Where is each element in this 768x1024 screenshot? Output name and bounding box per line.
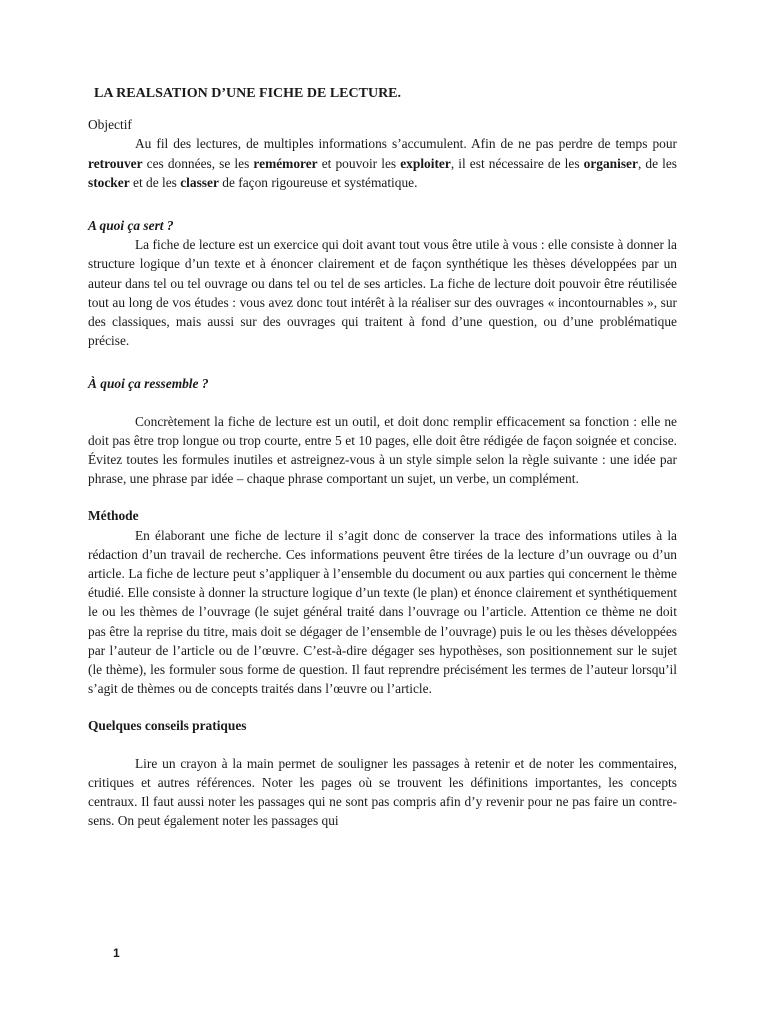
keyword-bold: stocker — [88, 174, 130, 190]
objectif-label: Objectif — [88, 117, 132, 133]
section-heading-a-quoi-ca-ressemble: À quoi ça ressemble ? — [88, 376, 209, 392]
text-run: ces données, se les — [142, 155, 254, 171]
section-heading-methode: Méthode — [88, 508, 139, 524]
document-title: LA REALSATION D’UNE FICHE DE LECTURE. — [94, 86, 402, 101]
text-run: de façon rigoureuse et systématique. — [218, 174, 418, 190]
text-run: et pouvoir les — [317, 155, 401, 171]
document-body — [88, 84, 677, 831]
section-heading-conseils-pratiques: Quelques conseils pratiques — [88, 718, 247, 734]
keyword-bold: exploiter — [400, 155, 451, 171]
section-paragraph-conseils-pratiques: Lire un crayon à la main permet de souligner les passages à retenir et de noter les commentaires, critiques et autres références. Noter les pages où se trouvent les définitions importantes, les concepts centraux. Il faut aussi noter les passages qui ne sont pas compris afin d’y revenir pour ne pas faire un contre-sens. On peut également noter les passages qui — [88, 755, 677, 829]
section-paragraph-a-quoi-ca-ressemble: Concrètement la fiche de lecture est un outil, et doit donc remplir efficacement sa fonction : elle ne doit pas être trop longue ou trop courte, entre 5 et 10 pages, elle doit être rédigée de façon soignée et concise. Évitez toutes les formules inutiles et astreignez-vous à un style simple selon la règle suivante : une idée par phrase, une phrase par idée – chaque phrase comportant un sujet, un verbe, un complément. — [88, 413, 677, 487]
text-run: , de les — [637, 155, 678, 171]
text-run: Au fil des lectures, de multiples informations s’accumulent. Afin de ne pas perdre de temps pour — [135, 136, 677, 152]
section-heading-a-quoi-ca-sert: A quoi ça sert ? — [88, 218, 174, 234]
objectif-paragraph — [88, 134, 677, 192]
text-run: et de les — [129, 174, 181, 190]
page-number: 1 — [113, 946, 120, 960]
keyword-bold: remémorer — [253, 155, 318, 171]
keyword-bold: classer — [180, 174, 219, 190]
section-paragraph-a-quoi-ca-sert: La fiche de lecture est un exercice qui doit avant tout vous être utile à vous : elle consiste à donner la structure logique d’un texte et à énoncer clairement et de façon synthétique les thèses développées par un auteur dans tel ou tel ouvrage ou dans tel ou tel de ses articles. La fiche de lecture doit pouvoir être réutilisée tout au long de vos études : vous avez donc tout intérêt à la réaliser sur des ouvrages « incontournables », sur des classiques, mais aussi sur des ouvrages qui traitent à fond d’une question, ou d’une problématique précise. — [88, 237, 677, 349]
keyword-bold: retrouver — [88, 155, 143, 171]
keyword-bold: organiser — [583, 155, 638, 171]
section-paragraph-methode: En élaborant une fiche de lecture il s’agit donc de conserver la trace des informations utiles à la rédaction d’un travail de recherche. Ces informations peuvent être tirées de la lecture d’un ouvrage ou d’un article. La fiche de lecture peut s’appliquer à l’ensemble du document ou aux parties qui concernent le thème étudié. Elle consiste à donner la structure logique d’un texte (le plan) et énonce clairement et synthétiquement le ou les thèmes de l’ouvrage (le sujet général traité dans l’ouvrage ou l’article. Attention ce thème ne doit pas être la reprise du titre, mais doit se dégager de l’ensemble de l’ouvrage) puis le ou les thèses développées par l’auteur de l’article ou de l’œuvre. C’est-à-dire dégager ses hypothèses, son positionnement sur le sujet (le thème), les formuler sous forme de question. Il faut reprendre précisément les termes de l’auteur lorsqu’il s’agit de thèmes ou de concepts traités dans l’œuvre ou l’article. — [88, 527, 677, 697]
text-run: , il est nécessaire de les — [450, 155, 584, 171]
